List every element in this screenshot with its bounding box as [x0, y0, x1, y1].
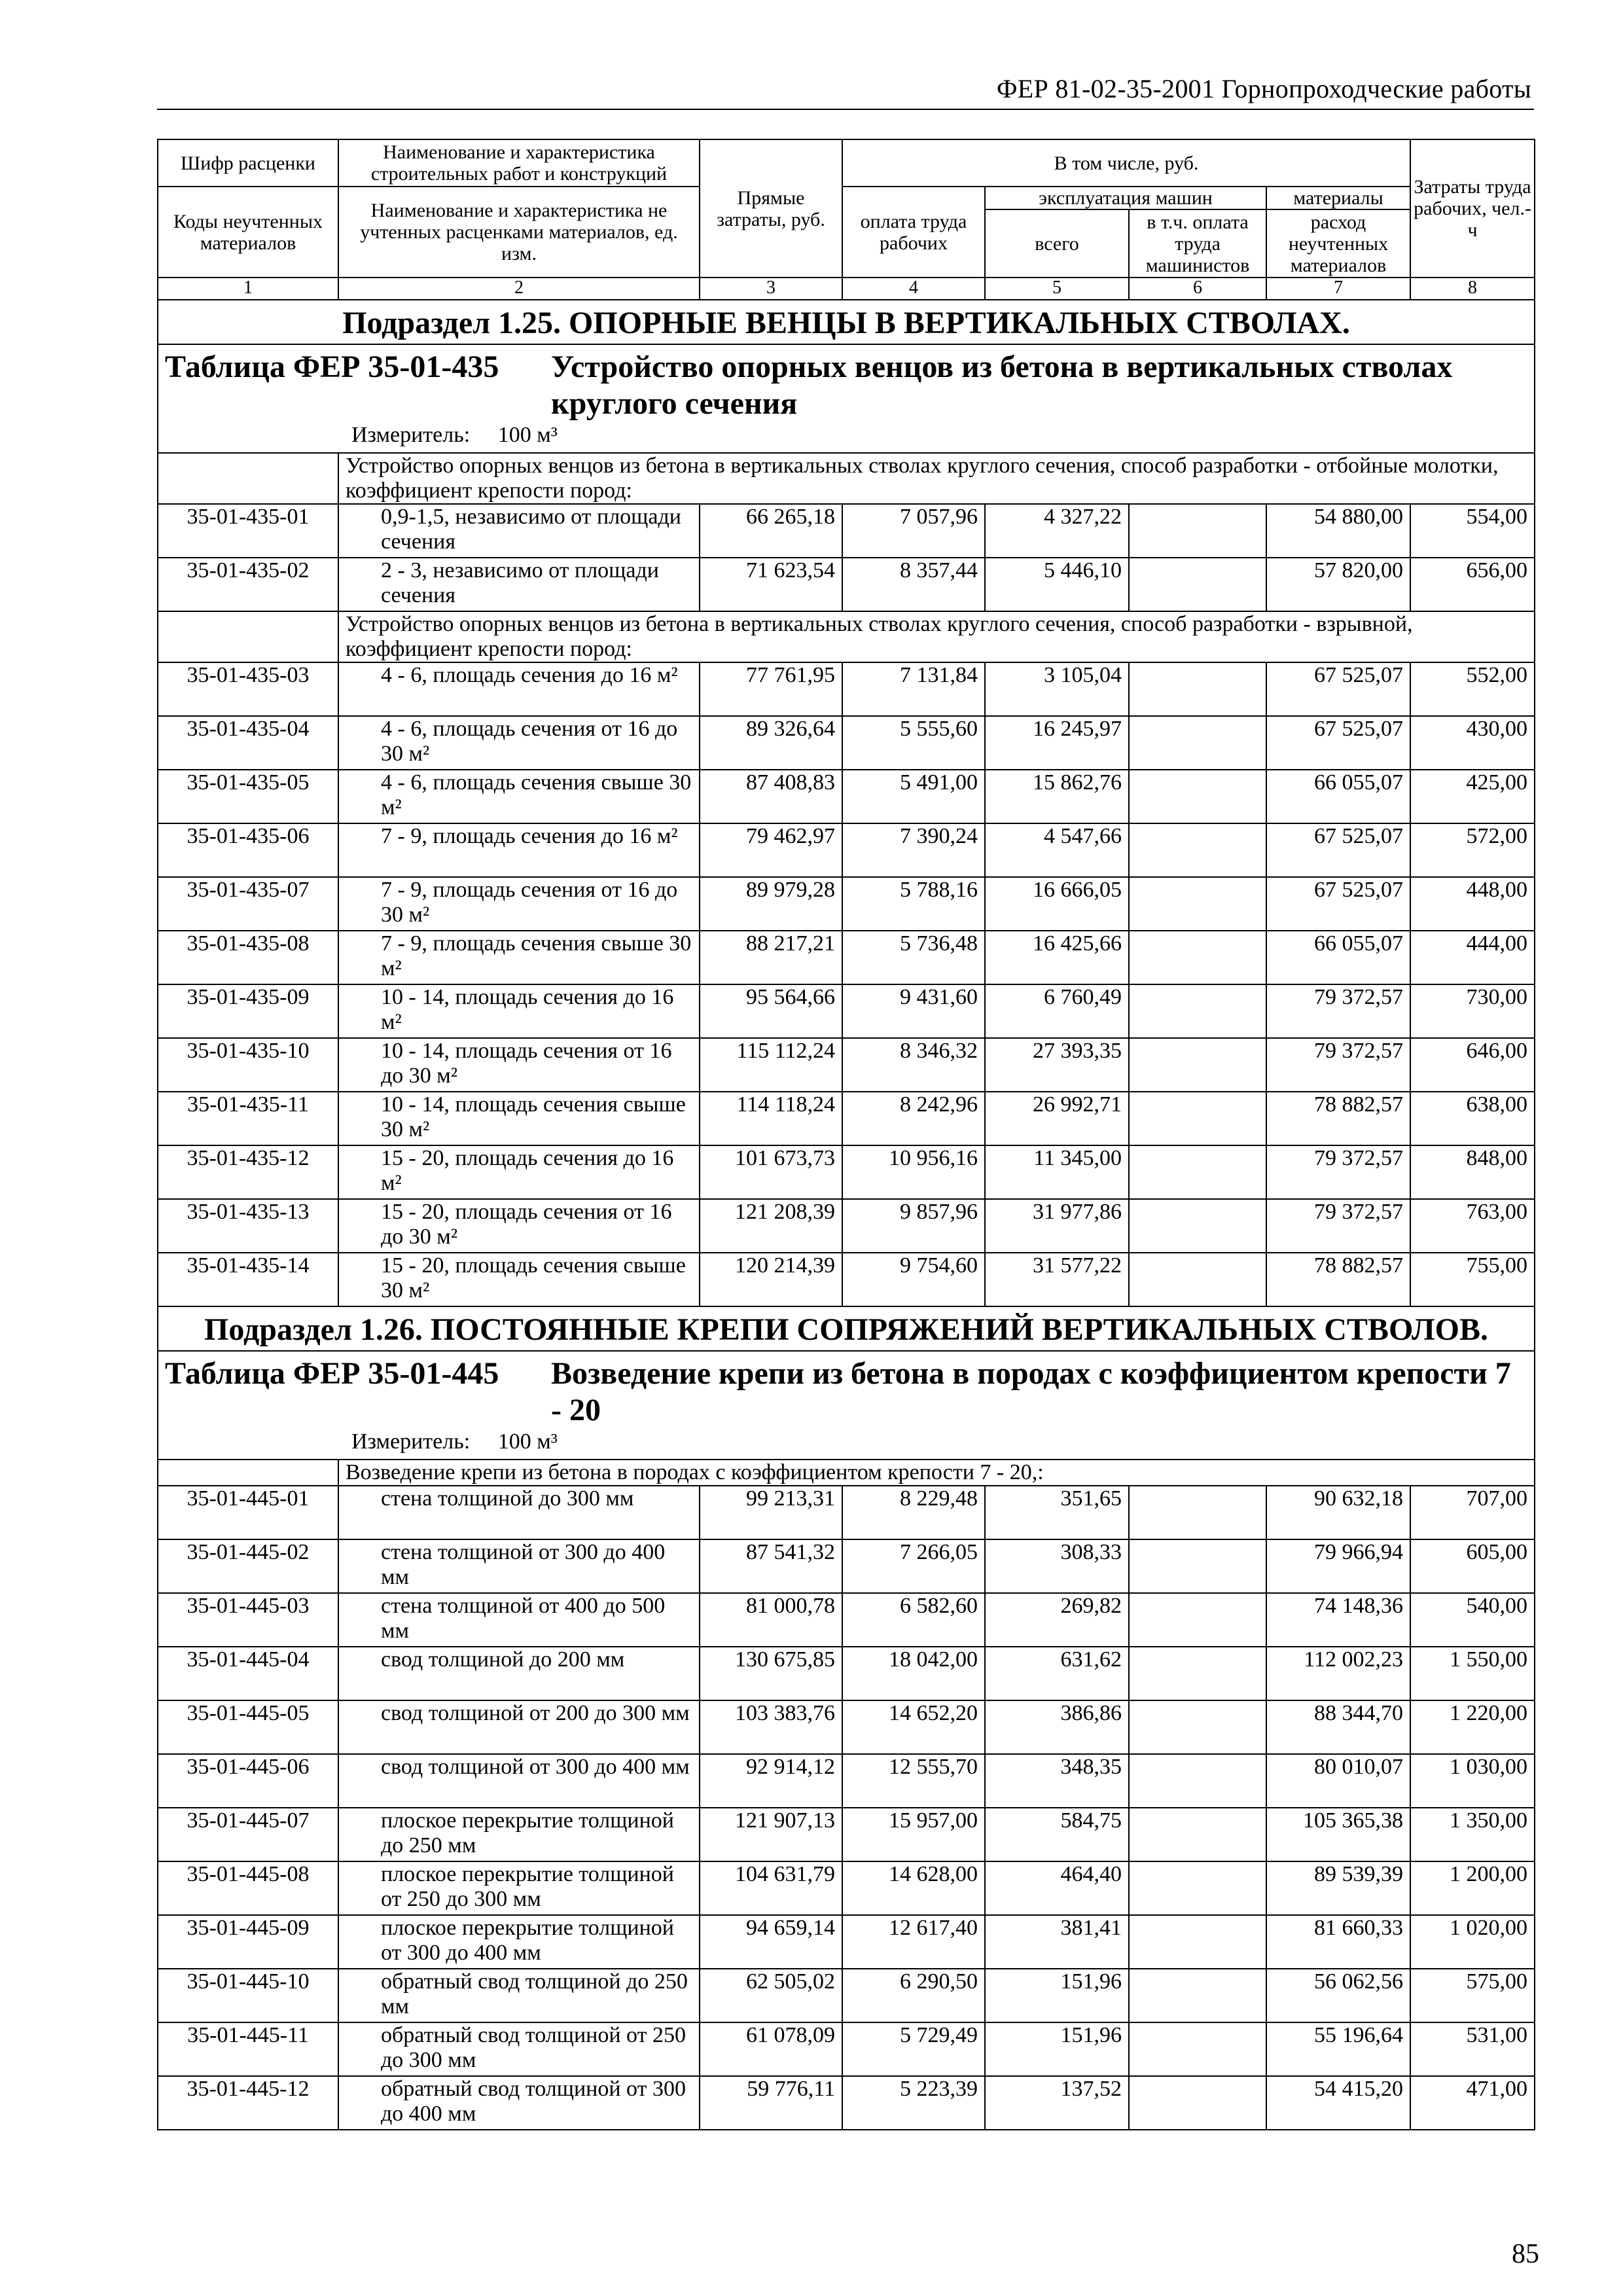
work-name: 15 - 20, площадь сечения от 16 до 30 м²	[338, 1199, 700, 1253]
labor-wages: 7 266,05	[842, 1539, 985, 1593]
rate-code: 35-01-435-13	[158, 1199, 338, 1253]
machine-costs: 4 327,22	[985, 504, 1129, 558]
direct-costs: 120 214,39	[700, 1253, 842, 1306]
col-number: 2	[338, 278, 700, 300]
operator-wages	[1129, 1969, 1266, 2022]
direct-costs: 87 408,83	[700, 770, 842, 823]
table-row	[158, 2022, 1535, 2076]
operator-wages	[1129, 1092, 1266, 1145]
table-row	[158, 1808, 1535, 1861]
labor-wages: 12 617,40	[842, 1915, 985, 1969]
work-name: обратный свод толщиной до 250 мм	[338, 1969, 700, 2022]
labor-wages: 18 042,00	[842, 1647, 985, 1700]
operator-wages	[1129, 1808, 1266, 1861]
labor-hours: 575,00	[1410, 1969, 1535, 2022]
work-name: плоское перекрытие толщиной от 300 до 400 мм	[338, 1915, 700, 1969]
direct-costs: 92 914,12	[700, 1754, 842, 1808]
table-row	[158, 877, 1535, 931]
measure-value: 100 м³	[497, 1429, 558, 1454]
operator-wages	[1129, 770, 1266, 823]
material-costs: 67 525,07	[1266, 823, 1410, 877]
group-row	[158, 611, 1535, 662]
table-row	[158, 1539, 1535, 1593]
labor-wages: 9 857,96	[842, 1199, 985, 1253]
subsection-heading: Подраздел 1.26. ПОСТОЯННЫЕ КРЕПИ СОПРЯЖЕНИЙ ВЕРТИКАЛЬНЫХ СТВОЛОВ.	[158, 1306, 1535, 1351]
material-costs: 90 632,18	[1266, 1486, 1410, 1539]
table-row	[158, 1915, 1535, 1969]
machine-costs: 16 425,66	[985, 931, 1129, 984]
work-name: 10 - 14, площадь сечения до 16 м²	[338, 984, 700, 1038]
machine-costs: 151,96	[985, 2022, 1129, 2076]
table-heading	[165, 1355, 1527, 1429]
rate-code: 35-01-445-02	[158, 1539, 338, 1593]
operator-wages	[1129, 1539, 1266, 1593]
table-row	[158, 1092, 1535, 1145]
work-name: 15 - 20, площадь сечения свыше 30 м²	[338, 1253, 700, 1306]
machine-costs: 11 345,00	[985, 1145, 1129, 1199]
col7-header: расход неучтенных материалов	[1266, 209, 1410, 278]
operator-wages	[1129, 1647, 1266, 1700]
col5-header: всего	[985, 209, 1129, 278]
group-spacer	[158, 453, 338, 504]
measure-label: Измеритель:	[351, 423, 471, 447]
rate-code: 35-01-445-03	[158, 1593, 338, 1647]
table-row	[158, 1145, 1535, 1199]
labor-hours: 638,00	[1410, 1092, 1535, 1145]
rate-code: 35-01-435-06	[158, 823, 338, 877]
labor-hours: 848,00	[1410, 1145, 1535, 1199]
labor-wages: 12 555,70	[842, 1754, 985, 1808]
operator-wages	[1129, 1253, 1266, 1306]
labor-hours: 540,00	[1410, 1593, 1535, 1647]
material-costs: 105 365,38	[1266, 1808, 1410, 1861]
labor-wages: 5 788,16	[842, 877, 985, 931]
col-number: 7	[1266, 278, 1410, 300]
group-row	[158, 1460, 1535, 1486]
table-row	[158, 984, 1535, 1038]
table-row	[158, 716, 1535, 770]
direct-costs: 101 673,73	[700, 1145, 842, 1199]
table-heading-row	[158, 1351, 1535, 1460]
subsection-row	[158, 300, 1535, 344]
labor-wages: 8 346,32	[842, 1038, 985, 1092]
rate-code: 35-01-445-08	[158, 1861, 338, 1915]
rate-code: 35-01-445-12	[158, 2076, 338, 2130]
machine-costs: 348,35	[985, 1754, 1129, 1808]
rate-code: 35-01-445-01	[158, 1486, 338, 1539]
direct-costs: 77 761,95	[700, 662, 842, 716]
direct-costs: 104 631,79	[700, 1861, 842, 1915]
work-name: свод толщиной от 300 до 400 мм	[338, 1754, 700, 1808]
machine-costs: 5 446,10	[985, 558, 1129, 611]
labor-hours: 430,00	[1410, 716, 1535, 770]
labor-wages: 14 652,20	[842, 1700, 985, 1754]
material-costs: 56 062,56	[1266, 1969, 1410, 2022]
labor-wages: 15 957,00	[842, 1808, 985, 1861]
table-row	[158, 1486, 1535, 1539]
operator-wages	[1129, 1199, 1266, 1253]
group-title: Устройство опорных венцов из бетона в вертикальных стволах круглого сечения, способ разработки - взрывной, коэффициент крепости пород:	[338, 611, 1535, 662]
table-row	[158, 1038, 1535, 1092]
labor-hours: 1 220,00	[1410, 1700, 1535, 1754]
table-title: Возведение крепи из бетона в породах с коэффициентом крепости 7 - 20	[551, 1356, 1511, 1427]
subsection-row	[158, 1306, 1535, 1351]
machine-costs: 3 105,04	[985, 662, 1129, 716]
operator-wages	[1129, 1700, 1266, 1754]
direct-costs: 59 776,11	[700, 2076, 842, 2130]
work-name: 4 - 6, площадь сечения до 16 м²	[338, 662, 700, 716]
work-name: 2 - 3, независимо от площади сечения	[338, 558, 700, 611]
machines-header: эксплуатация машин	[985, 187, 1266, 209]
rate-code: 35-01-445-04	[158, 1647, 338, 1700]
material-costs: 54 880,00	[1266, 504, 1410, 558]
table-heading-row	[158, 344, 1535, 453]
table-row	[158, 1861, 1535, 1915]
labor-hours: 572,00	[1410, 823, 1535, 877]
work-name: стена толщиной от 400 до 500 мм	[338, 1593, 700, 1647]
direct-costs: 88 217,21	[700, 931, 842, 984]
col1-bottom-header: Коды неучтенных материалов	[158, 187, 338, 278]
table-row	[158, 1593, 1535, 1647]
labor-wages: 5 491,00	[842, 770, 985, 823]
col2-top-header: Наименование и характеристика строительных работ и конструкций	[338, 139, 700, 187]
labor-hours: 1 550,00	[1410, 1647, 1535, 1700]
work-name: 10 - 14, площадь сечения свыше 30 м²	[338, 1092, 700, 1145]
labor-hours: 554,00	[1410, 504, 1535, 558]
direct-costs: 87 541,32	[700, 1539, 842, 1593]
labor-wages: 6 290,50	[842, 1969, 985, 2022]
material-costs: 67 525,07	[1266, 662, 1410, 716]
rate-code: 35-01-435-05	[158, 770, 338, 823]
rate-code: 35-01-435-10	[158, 1038, 338, 1092]
material-costs: 79 372,57	[1266, 1199, 1410, 1253]
material-costs: 66 055,07	[1266, 931, 1410, 984]
operator-wages	[1129, 558, 1266, 611]
col4-header: оплата труда рабочих	[842, 187, 985, 278]
operator-wages	[1129, 877, 1266, 931]
labor-hours: 1 200,00	[1410, 1861, 1535, 1915]
rate-code: 35-01-435-14	[158, 1253, 338, 1306]
material-costs: 79 966,94	[1266, 1539, 1410, 1593]
labor-wages: 6 582,60	[842, 1593, 985, 1647]
work-name: плоское перекрытие толщиной от 250 до 300 мм	[338, 1861, 700, 1915]
table-code: Таблица ФЕР 35-01-445	[165, 1356, 499, 1391]
operator-wages	[1129, 504, 1266, 558]
col-number: 3	[700, 278, 842, 300]
rate-code: 35-01-435-11	[158, 1092, 338, 1145]
labor-wages: 14 628,00	[842, 1861, 985, 1915]
machine-costs: 16 666,05	[985, 877, 1129, 931]
table-row	[158, 1754, 1535, 1808]
price-table	[157, 139, 1535, 2130]
operator-wages	[1129, 1861, 1266, 1915]
work-name: 7 - 9, площадь сечения свыше 30 м²	[338, 931, 700, 984]
labor-hours: 552,00	[1410, 662, 1535, 716]
col-number: 5	[985, 278, 1129, 300]
machine-costs: 6 760,49	[985, 984, 1129, 1038]
direct-costs: 114 118,24	[700, 1092, 842, 1145]
machine-costs: 27 393,35	[985, 1038, 1129, 1092]
work-name: свод толщиной до 200 мм	[338, 1647, 700, 1700]
work-name: 0,9-1,5, независимо от площади сечения	[338, 504, 700, 558]
labor-wages: 5 736,48	[842, 931, 985, 984]
table-heading-cell	[158, 344, 1535, 453]
direct-costs: 89 979,28	[700, 877, 842, 931]
machine-costs: 151,96	[985, 1969, 1129, 2022]
direct-costs: 81 000,78	[700, 1593, 842, 1647]
table-row	[158, 1253, 1535, 1306]
table-row	[158, 558, 1535, 611]
materials-header: материалы	[1266, 187, 1410, 209]
labor-wages: 7 131,84	[842, 662, 985, 716]
col-number: 4	[842, 278, 985, 300]
table-row	[158, 770, 1535, 823]
direct-costs: 61 078,09	[700, 2022, 842, 2076]
labor-hours: 755,00	[1410, 1253, 1535, 1306]
operator-wages	[1129, 1915, 1266, 1969]
labor-wages: 8 357,44	[842, 558, 985, 611]
col3-header: Прямые затраты, руб.	[700, 139, 842, 278]
table-row	[158, 1969, 1535, 2022]
table-row	[158, 1647, 1535, 1700]
machine-costs: 381,41	[985, 1915, 1129, 1969]
labor-wages: 5 729,49	[842, 2022, 985, 2076]
including-header: В том числе, руб.	[842, 139, 1410, 187]
machine-costs: 464,40	[985, 1861, 1129, 1915]
rate-code: 35-01-435-07	[158, 877, 338, 931]
material-costs: 79 372,57	[1266, 1038, 1410, 1092]
material-costs: 80 010,07	[1266, 1754, 1410, 1808]
material-costs: 54 415,20	[1266, 2076, 1410, 2130]
table-row	[158, 931, 1535, 984]
machine-costs: 351,65	[985, 1486, 1129, 1539]
col6-header: в т.ч. оплата труда машинистов	[1129, 209, 1266, 278]
labor-wages: 9 431,60	[842, 984, 985, 1038]
table-row	[158, 1700, 1535, 1754]
machine-costs: 26 992,71	[985, 1092, 1129, 1145]
work-name: 4 - 6, площадь сечения от 16 до 30 м²	[338, 716, 700, 770]
material-costs: 67 525,07	[1266, 877, 1410, 931]
direct-costs: 66 265,18	[700, 504, 842, 558]
table-row	[158, 662, 1535, 716]
labor-wages: 10 956,16	[842, 1145, 985, 1199]
machine-costs: 137,52	[985, 2076, 1129, 2130]
machine-costs: 584,75	[985, 1808, 1129, 1861]
rate-code: 35-01-435-08	[158, 931, 338, 984]
col2-bottom-header: Наименование и характеристика не учтенных расценками материалов, ед. изм.	[338, 187, 700, 278]
direct-costs: 99 213,31	[700, 1486, 842, 1539]
measure-label: Измеритель:	[351, 1429, 471, 1454]
material-costs: 79 372,57	[1266, 1145, 1410, 1199]
labor-hours: 1 030,00	[1410, 1754, 1535, 1808]
rate-code: 35-01-445-10	[158, 1969, 338, 2022]
machine-costs: 16 245,97	[985, 716, 1129, 770]
labor-wages: 7 057,96	[842, 504, 985, 558]
labor-hours: 448,00	[1410, 877, 1535, 931]
machine-costs: 386,86	[985, 1700, 1129, 1754]
material-costs: 78 882,57	[1266, 1253, 1410, 1306]
machine-costs: 4 547,66	[985, 823, 1129, 877]
direct-costs: 79 462,97	[700, 823, 842, 877]
direct-costs: 121 907,13	[700, 1808, 842, 1861]
rate-code: 35-01-445-05	[158, 1700, 338, 1754]
labor-hours: 707,00	[1410, 1486, 1535, 1539]
operator-wages	[1129, 984, 1266, 1038]
material-costs: 66 055,07	[1266, 770, 1410, 823]
work-name: стена толщиной до 300 мм	[338, 1486, 700, 1539]
labor-hours: 444,00	[1410, 931, 1535, 984]
material-costs: 57 820,00	[1266, 558, 1410, 611]
group-row	[158, 453, 1535, 504]
rate-code: 35-01-435-12	[158, 1145, 338, 1199]
subsection-heading: Подраздел 1.25. ОПОРНЫЕ ВЕНЦЫ В ВЕРТИКАЛЬНЫХ СТВОЛАХ.	[158, 300, 1535, 344]
labor-wages: 8 229,48	[842, 1486, 985, 1539]
machine-costs: 31 977,86	[985, 1199, 1129, 1253]
work-name: плоское перекрытие толщиной до 250 мм	[338, 1808, 700, 1861]
table-row	[158, 504, 1535, 558]
work-name: 15 - 20, площадь сечения до 16 м²	[338, 1145, 700, 1199]
labor-hours: 605,00	[1410, 1539, 1535, 1593]
machine-costs: 15 862,76	[985, 770, 1129, 823]
work-name: 10 - 14, площадь сечения от 16 до 30 м²	[338, 1038, 700, 1092]
work-name: 7 - 9, площадь сечения до 16 м²	[338, 823, 700, 877]
direct-costs: 95 564,66	[700, 984, 842, 1038]
material-costs: 89 539,39	[1266, 1861, 1410, 1915]
rate-code: 35-01-445-11	[158, 2022, 338, 2076]
rate-code: 35-01-435-02	[158, 558, 338, 611]
operator-wages	[1129, 716, 1266, 770]
rate-code: 35-01-445-06	[158, 1754, 338, 1808]
labor-wages: 9 754,60	[842, 1253, 985, 1306]
material-costs: 112 002,23	[1266, 1647, 1410, 1700]
direct-costs: 130 675,85	[700, 1647, 842, 1700]
labor-wages: 5 223,39	[842, 2076, 985, 2130]
table-title: Устройство опорных венцов из бетона в вертикальных стволах круглого сечения	[551, 350, 1453, 421]
operator-wages	[1129, 823, 1266, 877]
labor-hours: 1 020,00	[1410, 1915, 1535, 1969]
rate-code: 35-01-435-01	[158, 504, 338, 558]
table-row	[158, 1199, 1535, 1253]
table-row	[158, 2076, 1535, 2130]
rate-code: 35-01-435-04	[158, 716, 338, 770]
group-spacer	[158, 1460, 338, 1486]
labor-hours: 471,00	[1410, 2076, 1535, 2130]
rate-code: 35-01-445-07	[158, 1808, 338, 1861]
machine-costs: 631,62	[985, 1647, 1129, 1700]
measure	[165, 1430, 1527, 1454]
machine-costs: 269,82	[985, 1593, 1129, 1647]
operator-wages	[1129, 2022, 1266, 2076]
work-name: обратный свод толщиной от 250 до 300 мм	[338, 2022, 700, 2076]
header-rule	[157, 109, 1534, 110]
material-costs: 88 344,70	[1266, 1700, 1410, 1754]
direct-costs: 103 383,76	[700, 1700, 842, 1754]
labor-hours: 1 350,00	[1410, 1808, 1535, 1861]
measure-value: 100 м³	[497, 423, 558, 447]
labor-wages: 7 390,24	[842, 823, 985, 877]
labor-wages: 8 242,96	[842, 1092, 985, 1145]
group-title: Устройство опорных венцов из бетона в вертикальных стволах круглого сечения, способ разработки - отбойные молотки, коэффициент крепости пород:	[338, 453, 1535, 504]
direct-costs: 115 112,24	[700, 1038, 842, 1092]
material-costs: 67 525,07	[1266, 716, 1410, 770]
labor-hours: 425,00	[1410, 770, 1535, 823]
labor-hours: 646,00	[1410, 1038, 1535, 1092]
material-costs: 74 148,36	[1266, 1593, 1410, 1647]
material-costs: 55 196,64	[1266, 2022, 1410, 2076]
direct-costs: 89 326,64	[700, 716, 842, 770]
work-name: 7 - 9, площадь сечения от 16 до 30 м²	[338, 877, 700, 931]
rate-code: 35-01-435-03	[158, 662, 338, 716]
operator-wages	[1129, 1038, 1266, 1092]
page-number: 85	[1512, 2239, 1539, 2269]
operator-wages	[1129, 1145, 1266, 1199]
work-name: свод толщиной от 200 до 300 мм	[338, 1700, 700, 1754]
price-table-body	[158, 139, 1535, 2130]
operator-wages	[1129, 662, 1266, 716]
labor-hours: 656,00	[1410, 558, 1535, 611]
table-heading-cell	[158, 1351, 1535, 1460]
machine-costs: 31 577,22	[985, 1253, 1129, 1306]
material-costs: 79 372,57	[1266, 984, 1410, 1038]
page-header-title: ФЕР 81-02-35-2001 Горнопроходческие работы	[996, 74, 1531, 103]
col-number: 1	[158, 278, 338, 300]
labor-hours: 531,00	[1410, 2022, 1535, 2076]
col8-header: Затраты труда рабочих, чел.-ч	[1410, 139, 1535, 278]
rate-code: 35-01-445-09	[158, 1915, 338, 1969]
operator-wages	[1129, 1754, 1266, 1808]
machine-costs: 308,33	[985, 1539, 1129, 1593]
group-spacer	[158, 611, 338, 662]
direct-costs: 71 623,54	[700, 558, 842, 611]
work-name: обратный свод толщиной от 300 до 400 мм	[338, 2076, 700, 2130]
labor-hours: 730,00	[1410, 984, 1535, 1038]
table-row	[158, 823, 1535, 877]
operator-wages	[1129, 1486, 1266, 1539]
labor-hours: 763,00	[1410, 1199, 1535, 1253]
table-code: Таблица ФЕР 35-01-435	[165, 350, 499, 384]
direct-costs: 94 659,14	[700, 1915, 842, 1969]
direct-costs: 121 208,39	[700, 1199, 842, 1253]
operator-wages	[1129, 1593, 1266, 1647]
material-costs: 78 882,57	[1266, 1092, 1410, 1145]
rate-code: 35-01-435-09	[158, 984, 338, 1038]
operator-wages	[1129, 2076, 1266, 2130]
table-heading	[165, 349, 1527, 422]
group-title: Возведение крепи из бетона в породах с коэффициентом крепости 7 - 20,:	[338, 1460, 1535, 1486]
col-number: 6	[1129, 278, 1266, 300]
col1-top-header: Шифр расценки	[158, 139, 338, 187]
col-number: 8	[1410, 278, 1535, 300]
measure	[165, 423, 1527, 447]
work-name: стена толщиной от 300 до 400 мм	[338, 1539, 700, 1593]
material-costs: 81 660,33	[1266, 1915, 1410, 1969]
labor-wages: 5 555,60	[842, 716, 985, 770]
work-name: 4 - 6, площадь сечения свыше 30 м²	[338, 770, 700, 823]
direct-costs: 62 505,02	[700, 1969, 842, 2022]
operator-wages	[1129, 931, 1266, 984]
